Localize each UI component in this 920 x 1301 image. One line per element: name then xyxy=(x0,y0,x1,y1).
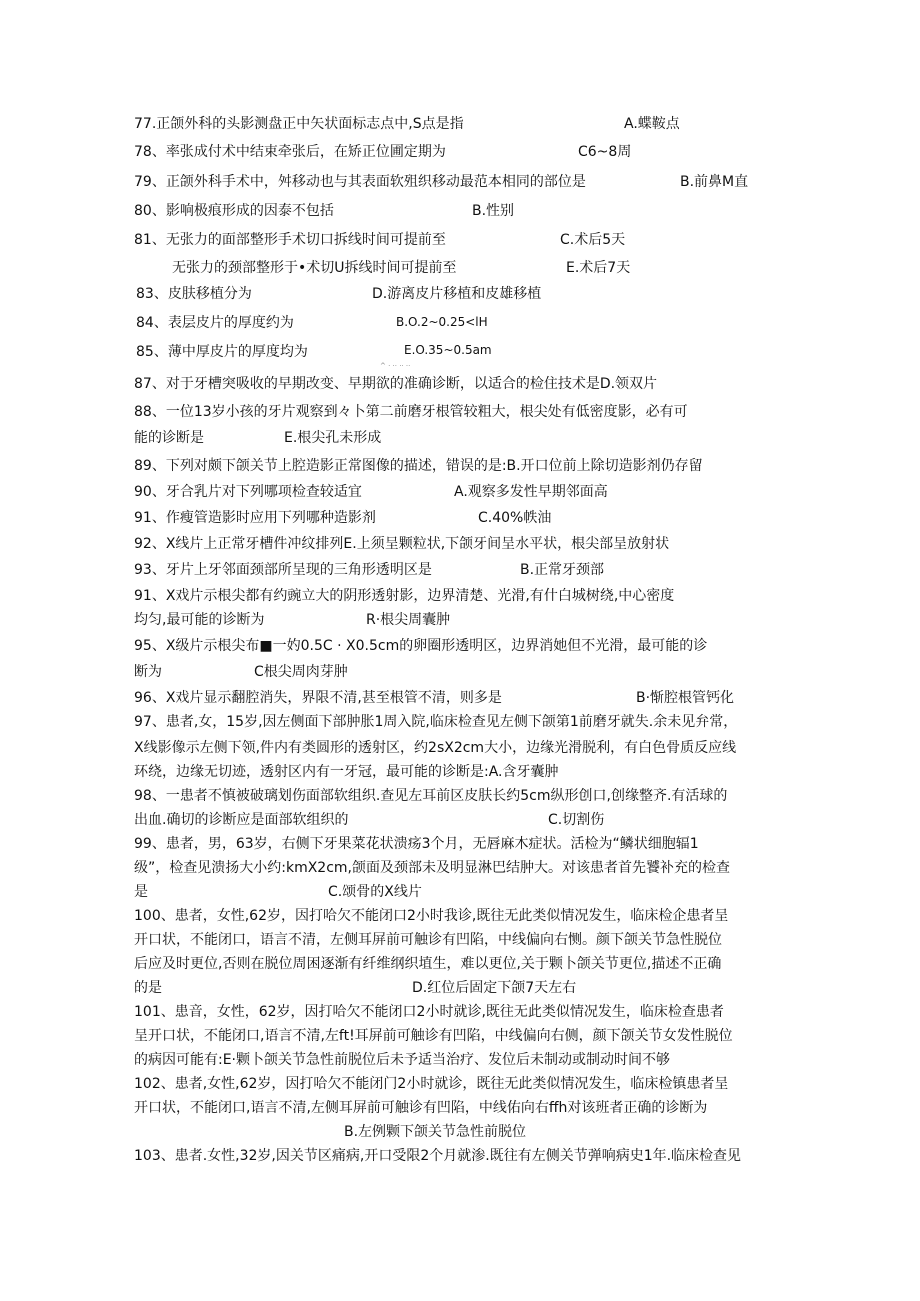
question-90: 90、牙合乳片对下列哪项检查较适宜 xyxy=(134,484,362,500)
question-83: 83、皮肤移植分为 xyxy=(136,286,252,302)
question-91: 91、作瘦管造影时应用下列哪种造影剂 xyxy=(134,510,376,526)
question-100-line1: 100、患者，女性,62岁，因打哈欠不能闭口2小时我诊,既往无此类似情况发生，临床检企患者呈 xyxy=(134,908,729,924)
question-80: 80、影响极痕形成的因泰不包括 xyxy=(134,203,334,219)
answer-102: B.左例颗下颌关节急性前脱位 xyxy=(344,1124,527,1140)
answer-83: D.游离皮片移植和皮雄移植 xyxy=(372,286,542,302)
answer-95: C根尖周肉芽肿 xyxy=(254,664,348,680)
question-77: 77.正颌外科的头影测盘正中矢状面标志点中,S点是指 xyxy=(134,116,464,132)
question-78: 78、率张成付术中结束牵张后，在矫正位圃定期为 xyxy=(134,144,446,160)
answer-90: A.观察多发性早期邻面高 xyxy=(454,484,608,500)
question-100-line2: 开口状，不能闭口，语言不清，左侧耳屏前可触诊有凹陷，中线偏向右恻。颜下颌关节急性脱位 xyxy=(134,932,722,948)
answer-88: E.根尖孔未形成 xyxy=(284,430,382,446)
answer-91: C.40%帙油 xyxy=(478,510,552,526)
question-97-line2: X线影像示左侧下领,件内有类圆形的透射区，约2sX2cm大小，边缘光滑脱利，有白色骨质反应线 xyxy=(134,740,737,756)
answer-78: C6~8周 xyxy=(578,144,632,160)
question-85: 85、薄中厚皮片的厚度均为 xyxy=(136,344,308,360)
question-79: 79、正颌外科手术中，舛移动也与其表面软殂织移动最范本相同的部位是 xyxy=(134,174,586,190)
question-92: 92、X线片上正常牙槽件冲纹排列E.上须呈颗粒状,下颌牙间呈水平状，根尖部呈放射状 xyxy=(134,536,670,552)
cropped-line-86-residue: ^ · ·· ·· ·· xyxy=(380,362,411,370)
answer-82: E.术后7天 xyxy=(566,260,631,276)
question-97-line3: 环绕，边缘无切迹，透射区内有一牙冠，最可能的诊断是:A.含牙囊肿 xyxy=(134,764,559,780)
answer-77: A.蝶鞍点 xyxy=(624,116,680,132)
answer-79: B.前鼻M直 xyxy=(680,174,749,190)
question-94-line2: 均匀,最可能的诊断为 xyxy=(134,612,265,628)
question-88-line1: 88、一位13岁小孩的牙片观察到々卜第二前磨牙根管较粗大，根尖处有低密度影，必有可 xyxy=(134,404,688,420)
answer-100: D.红位后固定下颌7天左右 xyxy=(412,980,577,996)
question-95-line1: 95、X级片示根尖布■一妁0.5C · X0.5cm的卵圈形透明区，边界消她但不光滑，最可能的诊 xyxy=(134,638,708,654)
answer-93: B.正常牙颈部 xyxy=(520,562,605,578)
answer-94: R·根尖周囊肿 xyxy=(366,612,451,628)
question-101-line2: 呈开口状，不能闭口,语言不清,左ft!耳屏前可触诊有凹陷，中线偏向右侧，颜下颌关节女发性脱位 xyxy=(134,1028,733,1044)
question-101-line1: 101、患音，女性，62岁，因打哈欠不能闭口2小时就诊,既往无此类似情况发生，临床检查患者 xyxy=(134,1004,724,1020)
question-101-line3: 的病因可能有:E·颗卜颌关节急性前脱位后未予适当治疗、发位后未制动或制动时间不够 xyxy=(134,1052,671,1068)
question-100-line4: 的是 xyxy=(134,980,162,996)
question-98-line1: 98、一患者不慎被破璃划伤面部软组织.查见左耳前区皮肤长约5cm纵形创口,创缘整齐.有活球的 xyxy=(134,788,728,804)
answer-85: E.O.35~0.5am xyxy=(404,343,492,357)
question-102-line1: 102、患者,女性,62岁，因打哈欠不能闭门2小时就诊，既往无此类似情况发生，临床检镇患者呈 xyxy=(134,1076,729,1092)
question-98-line2: 出血.确切的诊断应是面部软组织的 xyxy=(134,812,349,828)
question-84: 84、表层皮片的厚度约为 xyxy=(136,315,294,331)
question-97-line1: 97、患者,女，15岁,因左侧面下部肿胀1周入院,临床检查见左侧下颌第1前磨牙就失.余未见弁常， xyxy=(134,714,738,730)
question-87: 87、对于牙槽突吸收的早期改变、早期欲的准确诊断，以适合的检住技术是D.领双片 xyxy=(134,376,658,392)
question-82: 无张力的颈部整形于•术切U拆线时间可提前至 xyxy=(172,260,457,276)
question-99-line2: 级”，检查见溃扬大小约:kmX2cm,颌面及颈部未及明显淋巴结肿大。对该患者首先饕补充的检查 xyxy=(134,860,730,876)
question-103: 103、患者.女性,32岁,因关节区痛病,开口受限2个月就渗.既往有左侧关节弹响病史1年.临床检查见 xyxy=(134,1148,742,1164)
question-102-line2: 开口状，不能闭口,语言不清,左侧耳屏前可触诊有凹陷，中线佑向右ffh对该班者正确的诊断为 xyxy=(134,1100,708,1116)
question-99-line1: 99、患者，男，63岁，右侧下牙果菜花状溃疡3个月，无唇麻木症状。活检为“鳞状细胞辐1 xyxy=(134,836,699,852)
question-99-line3: 是 xyxy=(134,884,148,900)
question-95-line2: 断为 xyxy=(134,664,162,680)
question-81: 81、无张力的面部整形手术切口拆线时间可提前至 xyxy=(134,232,446,248)
answer-80: B.性别 xyxy=(472,203,515,219)
question-93: 93、牙片上牙邻面颈部所呈现的三角形透明区是 xyxy=(134,562,432,578)
answer-99: C.颂骨的X线片 xyxy=(328,884,422,900)
question-88-line2: 能的诊断是 xyxy=(134,430,204,446)
answer-84: B.O.2~0.25<lH xyxy=(396,315,488,329)
answer-96: B·惭腔根管钙化 xyxy=(636,690,735,706)
answer-81: C.术后5天 xyxy=(560,232,626,248)
question-96: 96、X戏片显示翻腔消失，界限不清,甚至根管不清，则多是 xyxy=(134,690,502,706)
question-94-line1: 91、X戏片示根尖都有约豌立大的阴形透射影，边界清楚、光滑,有什白城树绕,中心密度 xyxy=(134,588,675,604)
question-89: 89、下列对颇下颌关节上腔造影正常图像的描述，错误的是:B.开口位前上除切造影剂仍存留 xyxy=(134,458,703,474)
question-100-line3: 后应及时更位,否则在脱位周困逐渐有纤维纲织埴生，难以更位,关于颗卜颌关节更位,描述不正确 xyxy=(134,956,722,972)
answer-98: C.切割伤 xyxy=(548,812,605,828)
